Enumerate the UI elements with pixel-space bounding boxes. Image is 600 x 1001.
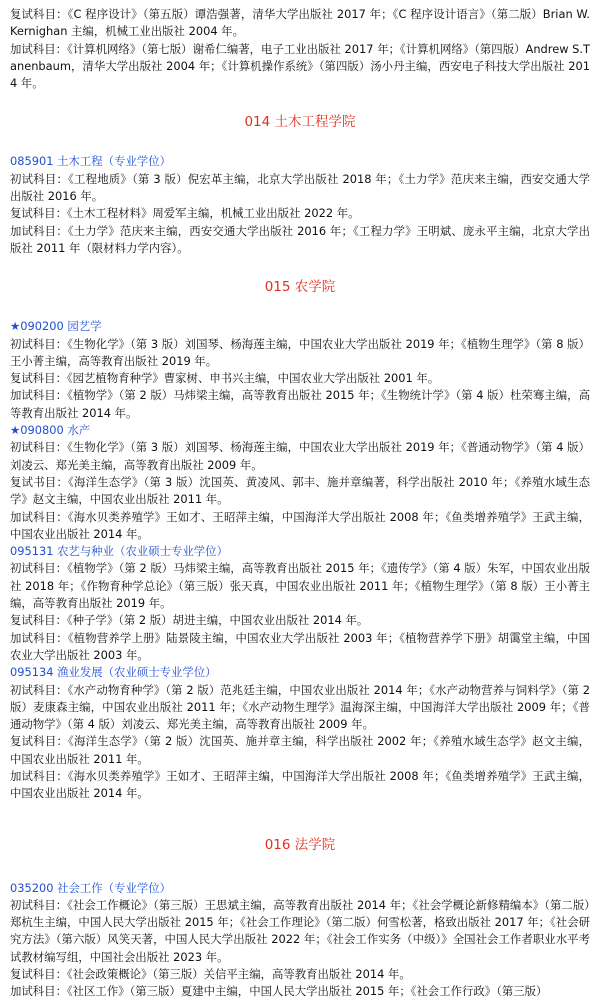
exam-line: 复试科目：《海洋生态学》（第 2 版）沈国英、施并章主编，科学出版社 2002 年；《养殖水域生态学》赵文主编，中国农业出版社 2011 年。	[10, 734, 590, 766]
major-title: 085901 土木工程（专业学位）	[10, 154, 172, 169]
exam-line: 加试科目：《海水贝类养殖学》王如才、王昭萍主编，中国海洋大学出版社 2008 年；《鱼类增养殖学》王武主编，中国农业出版社 2014 年。	[10, 768, 590, 801]
major-title: ★090800 水产	[10, 423, 91, 438]
exam-line: 加试科目：《植物营养学上册》陆景陵主编，中国农业大学出版社 2003 年；《植物营养学下册》胡霭堂主编，中国农业大学出版社 2003 年。	[10, 630, 590, 662]
exam-line: 复试科目：《社会政策概论》（第三版）关信平主编，高等教育出版社 2014 年。	[10, 967, 411, 982]
exam-line: 初试科目：《生物化学》（第 3 版）刘国琴、杨海莲主编，中国农业大学出版社 2019 年；《普通动物学》（第 4 版）刘凌云、郑光美主编，高等教育出版社 2009 年。	[10, 440, 590, 472]
exam-line: 加试科目：《土力学》范庆来主编，西安交通大学出版社 2016 年；《工程力学》王明斌、庞永平主编，北京大学出版社 2011 年（限材料力学内容）。	[10, 223, 590, 255]
major-title: ★090200 园艺学	[10, 319, 102, 334]
major-title: 095131 农艺与种业（农业硕士专业学位）	[10, 544, 228, 559]
college-heading: 015 农学院	[264, 279, 336, 296]
exam-line: 复试书目：《海洋生态学》（第 3 版）沈国英、黄凌风、郭丰、施并章编著，科学出版社 2010 年；《养殖水域生态学》赵文主编，中国农业出版社 2011 年。	[10, 474, 590, 507]
exam-line: 复试科目：《园艺植物育种学》曹家树、申书兴主编，中国农业大学出版社 2001 年。	[10, 371, 440, 386]
exam-line: 复试科目：《种子学》（第 2 版）胡进主编，中国农业出版社 2014 年。	[10, 613, 369, 628]
exam-line: 初试科目：《植物学》（第 2 版）马炜梁主编，高等教育出版社 2015 年；《遗传学》（第 4 版）朱军，中国农业出版社 2018 年；《作物育种学总论》（第三版）张天真，中国农业出版社 2011 年；《植物生理学》（第 8 版）王小菁主编，高等教育出版社 2019 年。	[10, 561, 590, 611]
exam-line: 初试科目：《工程地质》（第 3 版）倪宏革主编，北京大学出版社 2018 年；《土力学》范庆来主编，西安交通大学出版社 2016 年。	[10, 171, 590, 204]
major-title: 035200 社会工作（专业学位）	[10, 880, 172, 895]
exam-line: 加试科目：《社区工作》（第三版）夏建中主编，中国人民大学出版社 2015 年；《社会工作行政》（第三版）	[10, 984, 548, 999]
exam-line: 初试科目：《生物化学》（第 3 版）刘国琴、杨海莲主编，中国农业大学出版社 2019 年；《植物生理学》（第 8 版）王小菁主编，高等教育出版社 2019 年。	[10, 336, 590, 368]
major-title: 095134 渔业发展（农业硕士专业学位）	[10, 665, 217, 680]
exam-line: 加试科目：《植物学》（第 2 版）马炜梁主编，高等教育出版社 2015 年；《生物统计学》（第 4 版）杜荣骞主编，高等教育出版社 2014 年。	[10, 388, 590, 420]
exam-line: 加试科目：《海水贝类养殖学》王如才、王昭萍主编，中国海洋大学出版社 2008 年；《鱼类增养殖学》王武主编，中国农业出版社 2014 年。	[10, 509, 590, 541]
exam-line: 初试科目：《水产动物育种学》（第 2 版）范兆廷主编，中国农业出版社 2014 年；《水产动物营养与饲料学》（第 2 版）麦康森主编，中国农业出版社 2011 年；《水产动物生理学》温海深主编，中国海洋大学出版社 2009 年；《普通动物学》（第 4 版）刘凌云、郑光美主编，高等教育出版社 2009 年。	[10, 682, 590, 732]
college-heading: 014 土木工程学院	[244, 114, 356, 131]
exam-line: 复试科目：《土木工程材料》周爱军主编，机械工业出版社 2022 年。	[10, 206, 360, 221]
reexam-text: 复试科目：《C 程序设计》（第五版）谭浩强著，清华大学出版社 2017 年；《C 程序设计语言》（第二版）Brian W.Kernighan 主编，机械工业出版社 2004 年。	[10, 7, 590, 39]
college-heading: 016 法学院	[264, 836, 336, 853]
exam-line: 初试科目：《社会工作概论》（第三版）王思斌主编，高等教育出版社 2014 年；《社会学概论新修精编本》（第二版）郑杭生主编，中国人民大学出版社 2015 年；《社会工作理论》（第二版）何雪松著，格致出版社 2017 年；《社会研究方法》（第六版）风笑天著，中国人民大学出版社 2022 年；《社会工作实务（中级）》全国社会工作者职业水平考试教材编写组，中国社会出版社 2023 年。	[10, 897, 590, 964]
extra-exam-text: 加试科目：《计算机网络》（第七版）谢希仁编著，电子工业出版社 2017 年；《计算机网络》（第四版）Andrew S.Tanenbaum，清华大学出版社 2004 年；《计算机操作系统》（第四版）汤小丹主编，西安电子科技大学出版社 2014 年。	[10, 41, 590, 91]
